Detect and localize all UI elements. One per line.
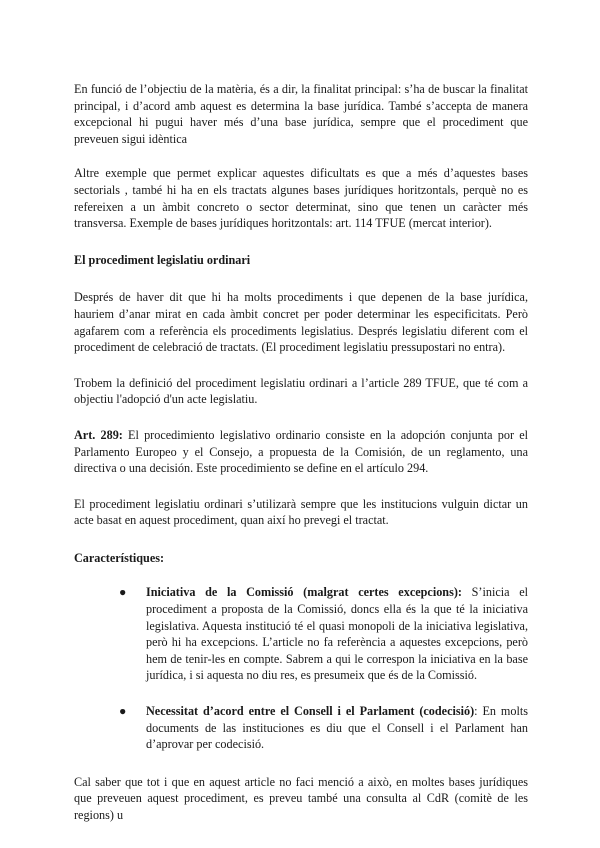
list-item-text: : En molts documents de las instituciones es diu que el Consell i el Parlament han d’aprovar per codecisió. xyxy=(146,704,529,752)
paragraph-utilitzacio: El procediment legislatiu ordinari s’utilizarà sempre que les institucions vulguin dictar un acte basat en aquest procediment, quan així ho prevegi el tractat. xyxy=(74,496,528,528)
section-heading: El procediment legislatiu ordinari xyxy=(74,252,251,267)
article-label: Art. 289: xyxy=(74,427,123,442)
list-item xyxy=(119,703,529,753)
paragraph-base-juridica: En funció de l’objectiu de la matèria, és a dir, la finalitat principal: s’ha de buscar la finalitat principal, i d’acord amb aquest es determina la base jurídica. També s’accepta de manera excepcional hi pugui haver més d’una base jurídica, sempre que el procediment que preveuen sigui idèntica xyxy=(74,82,528,146)
paragraph-article-289 xyxy=(74,427,528,477)
list-item xyxy=(119,584,528,684)
bullet-icon: ● xyxy=(119,704,127,719)
bullet-icon: ● xyxy=(119,585,127,600)
paragraph-consulta-cdr: Cal saber que tot i que en aquest article no faci menció a això, en moltes bases jurídiques que preveuen aquest procediment, es preveu també una consulta al CdR (comitè de les regions) u xyxy=(74,774,528,822)
list-item-text: S’inicia el procediment a proposta de la Comissió, doncs ella és la que té la iniciativa legislativa. Aquesta institució té el quasi monopoli de la iniciativa legislativa, però hi ha excepcions. L’article no fa referència a aquestes excepcions, però hem de tenir-les en compte. Sabrem a qui le correspon la iniciativa en la base jurídica, i si aquesta no diu res, es presumeix que és de la Comissió. xyxy=(146,585,528,683)
paragraph-bases-horitzontals: Altre exemple que permet explicar aquestes dificultats es que a més d’aquestes bases sectorials , també hi ha en els tractats algunes bases jurídiques horitzontals, perquè no es refereixen a un àmbit concreto o sector determinat, sino que tenen un caràcter més transversa. Exemple de bases jurídiques horitzontals: art. 114 TFUE (mercat interior). xyxy=(74,166,528,231)
list-item-title: Iniciativa de la Comissió (malgrat certes excepcions): xyxy=(146,585,462,600)
characteristics-heading: Característiques: xyxy=(74,550,165,565)
list-item-title: Necessitat d’acord entre el Consell i el Parlament (codecisió) xyxy=(146,704,475,719)
characteristics-list xyxy=(74,584,528,752)
article-text: El procedimiento legislativo ordinario consiste en la adopción conjunta por el Parlamento Europeo y el Consejo, a propuesta de la Comisión, de un reglamento, una directiva o una decisión. Este procedimiento se define en el artículo 294. xyxy=(74,427,528,476)
paragraph-procediments: Després de haver dit que hi ha molts procediments i que depenen de la base jurídica, hauriem d’anar mirat en cada àmbit concret per poder determinar les especificitats. Però agafarem com a referència els procediments legislatius. Després legislatiu diferent com el procediment de celebració de tractats. (El procediment legislatiu pressupostari no entra). xyxy=(74,290,528,355)
paragraph-definicio: Trobem la definició del procediment legislatiu ordinari a l’article 289 TFUE, que té com a objectiu l'adopció d'un acte legislatiu. xyxy=(74,375,528,407)
